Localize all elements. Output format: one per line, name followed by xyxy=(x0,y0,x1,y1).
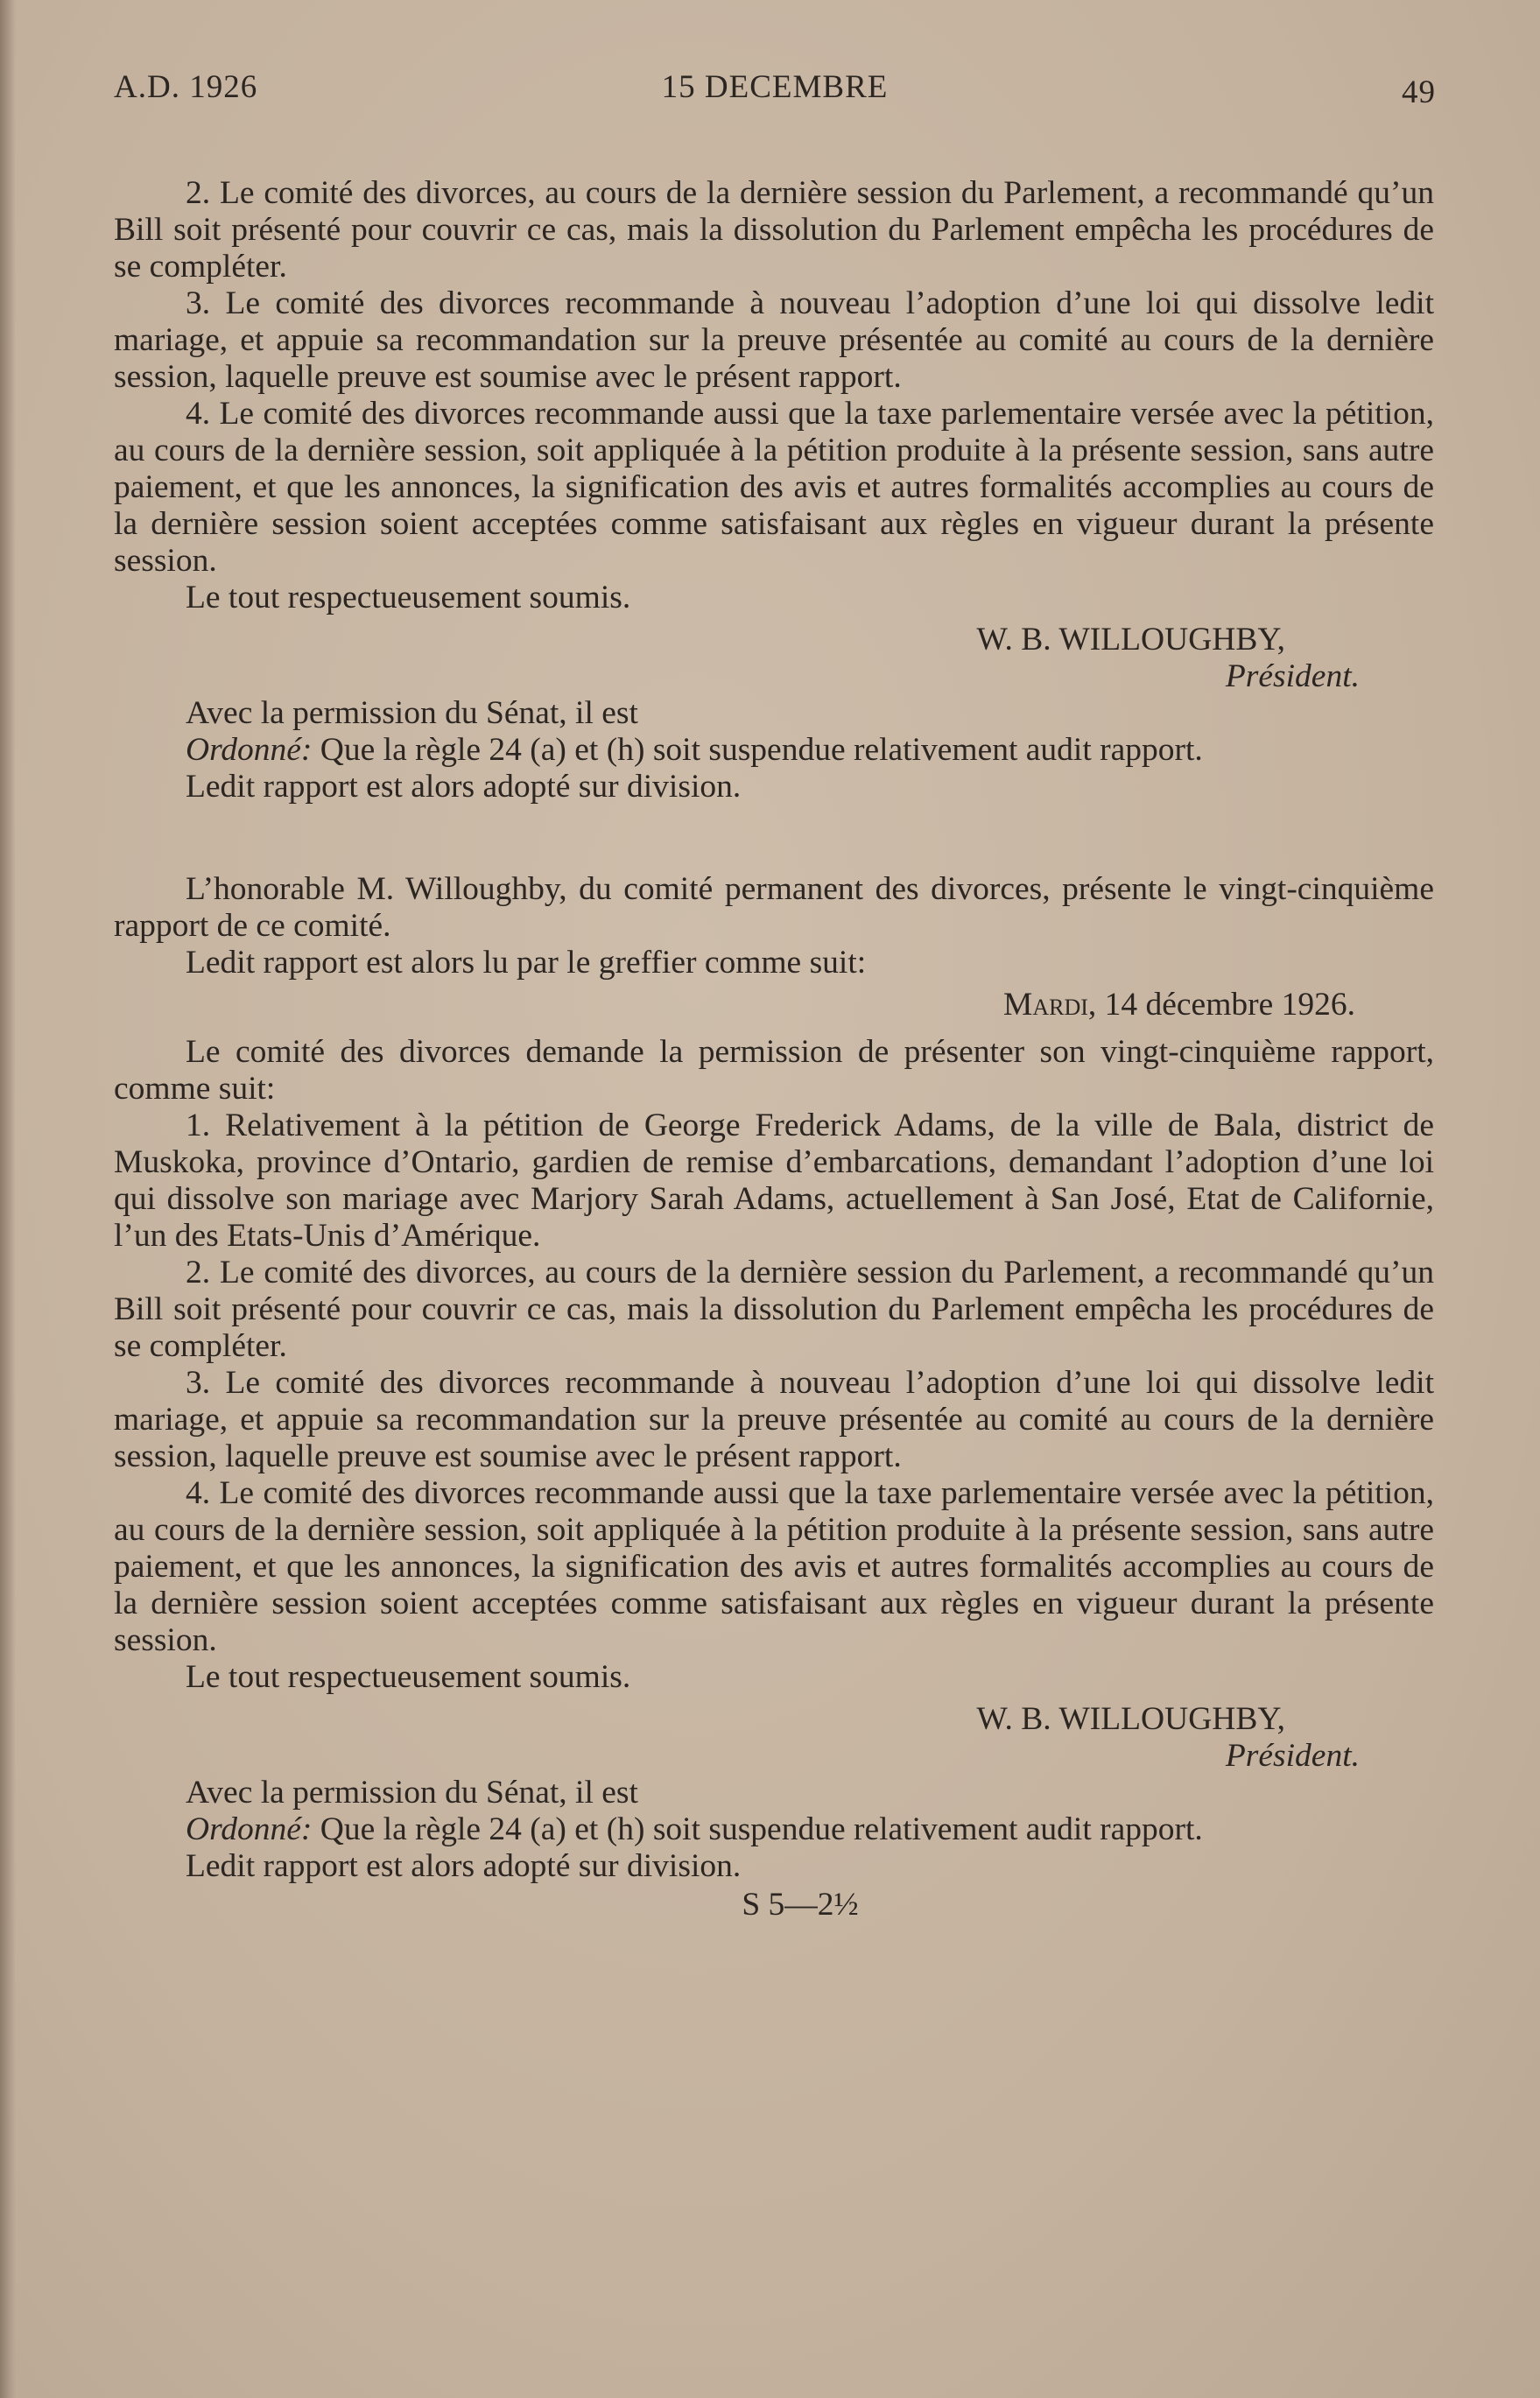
s1-paragraph-4: 4. Le comité des divorces recommande aussi que la taxe parlementaire versée avec la pétition, au cours de la dernière session, soit appliquée à la pétition produite à la présente session, sans autre paiement, et que les annonces, la signification des avis et autres formalités accomplies au cours de la dernière session soient acceptées comme satisfaisant aux règles en vigueur durant la présente session. xyxy=(114,396,1434,579)
s1-permission: Avec la permission du Sénat, il est xyxy=(186,695,638,731)
section-gap xyxy=(114,805,1434,871)
s1-order xyxy=(114,732,1434,769)
s1-paragraph-2: 2. Le comité des divorces, au cours de la dernière session du Parlement, a recommandé qu’un Bill soit présenté pour couvrir ce cas, mais la dissolution du Parlement empêcha les procédures de se compléter. xyxy=(114,175,1434,285)
s2-read: Ledit rapport est alors lu par le greffier comme suit: xyxy=(186,945,867,981)
header-year: A.D. 1926 xyxy=(114,69,258,105)
s2-signature-title: Président. xyxy=(1225,1738,1360,1774)
s2-paragraph-3: 3. Le comité des divorces recommande à nouveau l’adoption d’une loi qui dissolve ledit mariage, et appuie sa recommandation sur la preuve présentée au comité au cours de la dernière session, laquelle preuve est soumise avec le présent rapport. xyxy=(114,1365,1434,1474)
s1-closing: Le tout respectueusement soumis. xyxy=(186,580,631,615)
page-binding-edge xyxy=(0,0,16,2398)
s2-permission: Avec la permission du Sénat, il est xyxy=(186,1775,638,1811)
s1-order-label: Ordonné: xyxy=(186,732,313,768)
s2-date xyxy=(114,987,1434,1023)
s2-adopted: Ledit rapport est alors adopté sur division. xyxy=(186,1848,742,1884)
s1-order-text: Que la règle 24 (a) et (h) soit suspendue relativement audit rapport. xyxy=(312,732,1203,768)
running-header xyxy=(114,68,1436,114)
s1-paragraph-3: 3. Le comité des divorces recommande à nouveau l’adoption d’une loi qui dissolve ledit mariage, et appuie sa recommandation sur la preuve présentée au comité au cours de la dernière session, laquelle preuve est soumise avec le présent rapport. xyxy=(114,285,1434,395)
s2-paragraph-1: 1. Relativement à la pétition de George Frederick Adams, de la ville de Bala, district de Muskoka, province d’Ontario, gardien de remise d’embarcations, demandant l’adoption d’une loi qui dissolve son mariage avec Marjory Sarah Adams, actuellement à San José, Etat de Californie, l’un des Etats-Unis d’Amérique. xyxy=(114,1108,1434,1254)
header-date: 15 DECEMBRE xyxy=(661,69,889,105)
s2-intro: L’honorable M. Willoughby, du comité permanent des divorces, présente le vingt-cinquième rapport de ce comité. xyxy=(114,871,1434,944)
s1-signature-title: Président. xyxy=(1225,658,1360,694)
printer-signature-mark: S 5—2½ xyxy=(742,1887,859,1923)
s2-order-label: Ordonné: xyxy=(186,1811,313,1847)
s1-adopted: Ledit rapport est alors adopté sur division. xyxy=(186,769,742,805)
page-number: 49 xyxy=(1402,74,1436,110)
s2-paragraph-4: 4. Le comité des divorces recommande aussi que la taxe parlementaire versée avec la pétition, au cours de la dernière session, soit appliquée à la pétition produite à la présente session, sans autre paiement, et que les annonces, la signification des avis et autres formalités accomplies au cours de la dernière session soient acceptées comme satisfaisant aux règles en vigueur durant la présente session. xyxy=(114,1475,1434,1658)
s2-date-rest: , 14 décembre 1926. xyxy=(1087,987,1355,1023)
s2-order-text: Que la règle 24 (a) et (h) soit suspendue relativement audit rapport. xyxy=(312,1811,1203,1847)
page-body xyxy=(114,175,1434,1923)
s2-signature: W. B. WILLOUGHBY, xyxy=(976,1701,1285,1737)
s2-closing: Le tout respectueusement soumis. xyxy=(186,1659,631,1695)
s2-request: Le comité des divorces demande la permission de présenter son vingt-cinquième rapport, comme suit: xyxy=(114,1034,1434,1107)
s1-signature: W. B. WILLOUGHBY, xyxy=(976,622,1285,658)
s2-order xyxy=(114,1811,1434,1848)
s2-paragraph-2: 2. Le comité des divorces, au cours de la dernière session du Parlement, a recommandé qu’un Bill soit présenté pour couvrir ce cas, mais la dissolution du Parlement empêcha les procédures de se compléter. xyxy=(114,1255,1434,1364)
s2-date-day: Mardi xyxy=(1002,987,1088,1023)
